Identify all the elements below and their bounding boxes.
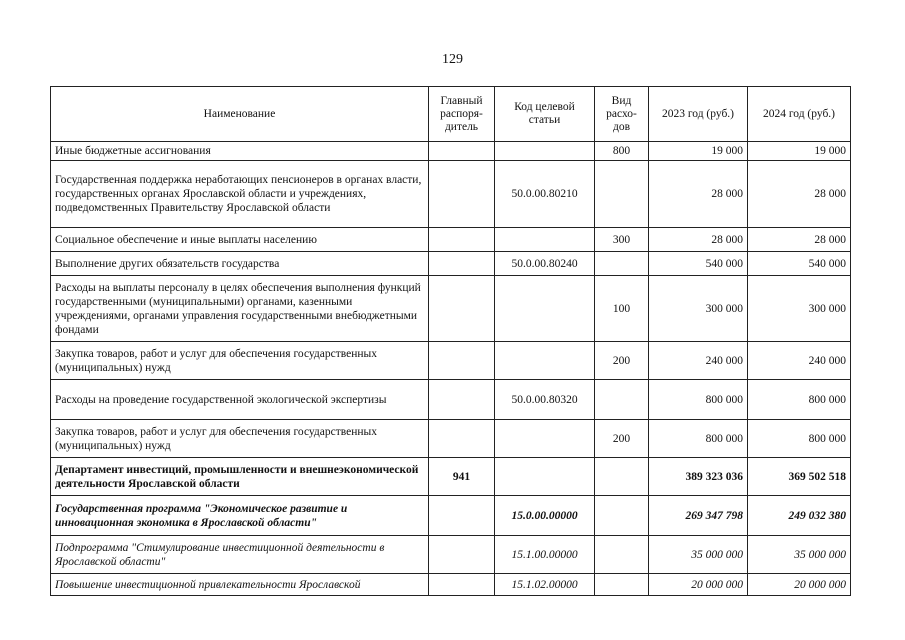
row-amount-2024: 28 000 [748, 228, 851, 252]
row-amount-2023: 540 000 [649, 252, 748, 276]
row-grbs [429, 380, 495, 420]
table-row [51, 496, 851, 536]
row-code: 50.0.00.80210 [495, 161, 595, 228]
row-code [495, 228, 595, 252]
row-code [495, 458, 595, 496]
row-name: Государственная поддержка неработающих пенсионеров в органах власти, государственных органах Ярославской области и учреждениях, подведомственных Правительству Ярославской области [51, 161, 429, 228]
budget-table [50, 86, 851, 596]
row-vid [595, 380, 649, 420]
row-name: Выполнение других обязательств государства [51, 252, 429, 276]
row-code: 15.0.00.00000 [495, 496, 595, 536]
row-amount-2023: 800 000 [649, 380, 748, 420]
table-row [51, 420, 851, 458]
header-vid: Вид расхо-дов [595, 87, 649, 142]
row-amount-2023: 240 000 [649, 342, 748, 380]
row-amount-2024: 20 000 000 [748, 574, 851, 596]
row-amount-2023: 35 000 000 [649, 536, 748, 574]
row-vid [595, 458, 649, 496]
row-amount-2024: 540 000 [748, 252, 851, 276]
row-grbs: 941 [429, 458, 495, 496]
row-amount-2024: 369 502 518 [748, 458, 851, 496]
row-code [495, 420, 595, 458]
table-row [51, 536, 851, 574]
page-number: 129 [442, 52, 463, 67]
table-row [51, 380, 851, 420]
row-amount-2024: 240 000 [748, 342, 851, 380]
row-amount-2023: 389 323 036 [649, 458, 748, 496]
row-amount-2023: 28 000 [649, 161, 748, 228]
row-name: Департамент инвестиций, промышленности и внешнеэкономической деятельности Ярославской области [51, 458, 429, 496]
row-vid: 300 [595, 228, 649, 252]
row-grbs [429, 142, 495, 161]
table-header-row [51, 87, 851, 142]
row-code [495, 142, 595, 161]
table-row [51, 142, 851, 161]
row-amount-2024: 300 000 [748, 276, 851, 342]
row-vid [595, 252, 649, 276]
row-code: 15.1.02.00000 [495, 574, 595, 596]
row-name: Расходы на выплаты персоналу в целях обеспечения выполнения функций государственными (муниципальными) органами, казенными учреждениями, органами управления государственными внебюджетными фондами [51, 276, 429, 342]
table-row [51, 458, 851, 496]
row-name: Закупка товаров, работ и услуг для обеспечения государственных (муниципальных) нужд [51, 420, 429, 458]
row-amount-2024: 800 000 [748, 380, 851, 420]
row-vid: 200 [595, 342, 649, 380]
row-name: Закупка товаров, работ и услуг для обеспечения государственных (муниципальных) нужд [51, 342, 429, 380]
row-grbs [429, 420, 495, 458]
row-code [495, 342, 595, 380]
row-grbs [429, 536, 495, 574]
row-grbs [429, 574, 495, 596]
header-grbs: Главный распоря-дитель [429, 87, 495, 142]
row-grbs [429, 161, 495, 228]
row-name: Подпрограмма "Стимулирование инвестиционной деятельности в Ярославской области" [51, 536, 429, 574]
row-code [495, 276, 595, 342]
row-vid [595, 536, 649, 574]
row-code: 15.1.00.00000 [495, 536, 595, 574]
row-vid: 800 [595, 142, 649, 161]
row-name: Повышение инвестиционной привлекательности Ярославской [51, 574, 429, 596]
table-row [51, 574, 851, 596]
row-code: 50.0.00.80240 [495, 252, 595, 276]
row-amount-2024: 35 000 000 [748, 536, 851, 574]
row-amount-2024: 19 000 [748, 142, 851, 161]
table-row [51, 342, 851, 380]
row-amount-2023: 19 000 [649, 142, 748, 161]
table-row [51, 228, 851, 252]
row-name: Социальное обеспечение и иные выплаты населению [51, 228, 429, 252]
row-grbs [429, 252, 495, 276]
row-amount-2024: 800 000 [748, 420, 851, 458]
row-name: Государственная программа "Экономическое развитие и инновационная экономика в Ярославской области" [51, 496, 429, 536]
row-amount-2023: 300 000 [649, 276, 748, 342]
row-vid [595, 161, 649, 228]
header-code: Код целевой статьи [495, 87, 595, 142]
row-amount-2023: 800 000 [649, 420, 748, 458]
row-vid [595, 496, 649, 536]
table-row [51, 276, 851, 342]
table-row [51, 161, 851, 228]
row-amount-2023: 28 000 [649, 228, 748, 252]
row-grbs [429, 342, 495, 380]
row-vid: 100 [595, 276, 649, 342]
header-year-2023: 2023 год (руб.) [649, 87, 748, 142]
row-grbs [429, 276, 495, 342]
row-amount-2024: 28 000 [748, 161, 851, 228]
table-row [51, 252, 851, 276]
header-name: Наименование [51, 87, 429, 142]
row-vid: 200 [595, 420, 649, 458]
row-grbs [429, 496, 495, 536]
row-code: 50.0.00.80320 [495, 380, 595, 420]
row-amount-2024: 249 032 380 [748, 496, 851, 536]
row-grbs [429, 228, 495, 252]
header-year-2024: 2024 год (руб.) [748, 87, 851, 142]
row-name: Расходы на проведение государственной экологической экспертизы [51, 380, 429, 420]
row-amount-2023: 20 000 000 [649, 574, 748, 596]
row-amount-2023: 269 347 798 [649, 496, 748, 536]
row-name: Иные бюджетные ассигнования [51, 142, 429, 161]
row-vid [595, 574, 649, 596]
